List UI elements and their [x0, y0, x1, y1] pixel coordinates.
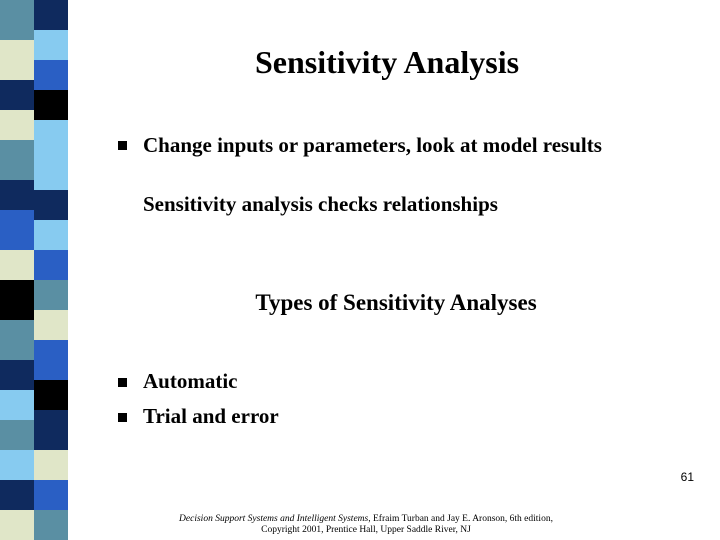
footer-copyright: Copyright 2001, Prentice Hall, Upper Saddle River, NJ: [261, 525, 471, 535]
footer-authors: , Efraim Turban and Jay E. Aronson, 6th edition,: [368, 514, 553, 524]
stripe-block: [34, 160, 68, 190]
bullet-square-icon: [118, 141, 127, 150]
stripe-block: [0, 510, 34, 540]
slide-title: Sensitivity Analysis: [254, 44, 520, 80]
stripe-block: [34, 120, 68, 160]
stripe-block: [34, 480, 68, 510]
stripe-block: [0, 80, 34, 110]
stripe-block: [34, 190, 68, 220]
stripe-block: [0, 250, 34, 280]
decorative-stripe: [0, 0, 72, 540]
stripe-block: [0, 110, 34, 140]
stripe-block: [34, 250, 68, 280]
stripe-block: [0, 0, 34, 40]
sub-note-text: Sensitivity analysis checks relationships: [143, 192, 498, 216]
stripe-block: [0, 450, 34, 480]
stripe-block: [0, 140, 34, 180]
stripe-block: [34, 90, 68, 120]
footer-citation: [170, 514, 562, 536]
stripe-block: [0, 480, 34, 510]
stripe-block: [34, 220, 68, 250]
bullet-text: Change inputs or parameters, look at model results: [143, 133, 602, 157]
stripe-block: [0, 210, 34, 250]
stripe-block: [34, 0, 68, 30]
stripe-block: [0, 390, 34, 420]
stripe-block: [34, 510, 68, 540]
footer-book-title: Decision Support Systems and Intelligent Systems: [179, 514, 369, 524]
type-item: Automatic: [143, 369, 238, 393]
stripe-block: [0, 420, 34, 450]
type-item: Trial and error: [143, 404, 279, 428]
page-number: 61: [680, 470, 694, 484]
stripe-block: [34, 410, 68, 450]
bullet-square-icon: [118, 378, 127, 387]
stripe-block: [34, 380, 68, 410]
section-subtitle: Types of Sensitivity Analyses: [255, 290, 537, 315]
stripe-block: [0, 320, 34, 360]
stripe-block: [34, 340, 68, 380]
stripe-block: [0, 360, 34, 390]
stripe-block: [34, 450, 68, 480]
stripe-block: [0, 180, 34, 210]
bullet-square-icon: [118, 413, 127, 422]
